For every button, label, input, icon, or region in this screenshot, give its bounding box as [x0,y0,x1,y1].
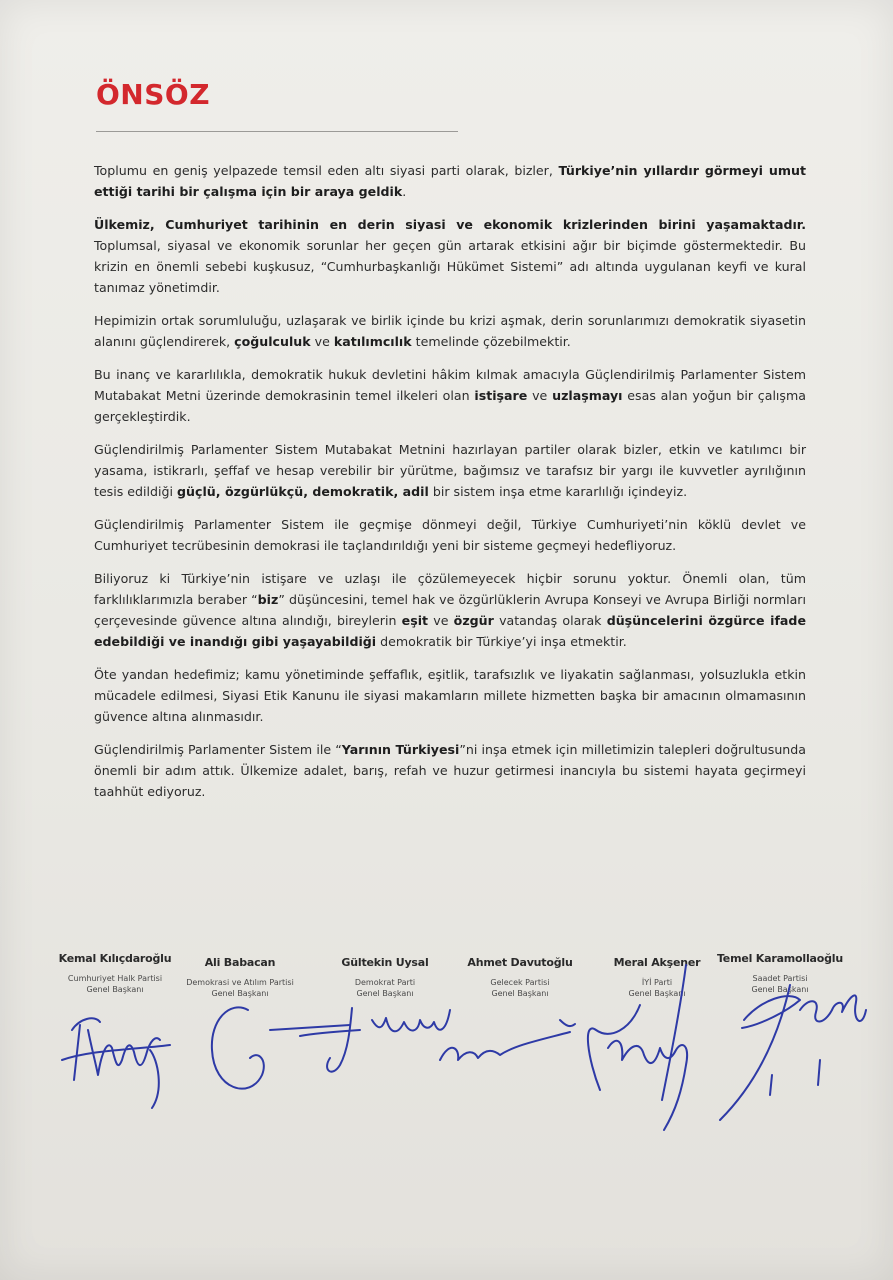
signature-uysal [300,1008,450,1072]
text-run: . [402,184,407,199]
text-run: ve [310,334,334,349]
signatory-role: Genel Başkanı [628,989,686,998]
signatory-name: Ali Babacan [204,956,276,969]
text-run: Toplumsal, siyasal ve ekonomik sorunlar her geçen gün artarak etkisini ağır bir biçimde göstermektedir. Bu krizin en önemli sebebi kuşkusuz, “Cumhurbaşkanlığı Hükümet Sistemi” adı altında uygulanan keyfi ve kural tanımaz yönetimdir. [94,238,806,295]
signatory-party: Cumhuriyet Halk Partisi [67,974,163,983]
signatory-role: Genel Başkanı [751,985,809,994]
signature-davutoglu [440,1020,575,1060]
signatory-role: Genel Başkanı [491,989,549,998]
signatory-party: Demokrasi ve Atılım Partisi [186,978,294,987]
bold-text-run: biz [257,592,279,607]
bold-text-run: çoğulculuk [234,334,311,349]
text-run: demokratik bir Türkiye’yi inşa etmektir. [376,634,627,649]
text-run: bir sistem inşa etme kararlılığı içindeyiz. [428,484,688,499]
bold-text-run: Ülkemiz, Cumhuriyet tarihinin en derin siyasi ve ekonomik krizlerinden birini yaşamaktadır. [94,217,806,232]
signatory-role: Genel Başkanı [356,989,414,998]
bold-text-run: katılımcılık [333,334,412,349]
page-title: ÖNSÖZ [96,78,211,111]
signature-aksener [588,965,687,1130]
signatory-party: Demokrat Parti [354,978,416,987]
text-run: Biliyoruz ki Türkiye’nin istişare ve uzlaşı ile çözülemeyecek hiçbir sorunu yoktur. Önemli olan, tüm farklılıklarımızla beraber “ [94,571,806,607]
text-run: esas alan yoğun bir çalışma gerçekleştirdik. [94,388,806,424]
text-run: ve [527,388,553,403]
signatory-role: Genel Başkanı [211,989,269,998]
bold-text-run: Türkiye’nin yıllardır görmeyi umut ettiği tarihi bir çalışma için bir araya geldik [94,163,806,199]
bold-text-run: güçlü, özgürlükçü, demokratik, adil [177,484,429,499]
text-run: temelinde çözebilmektir. [411,334,571,349]
bold-text-run: düşüncelerini özgürce ifade edebildiği ve inandığı gibi yaşayabildiği [94,613,806,649]
text-run: Toplumu en geniş yelpazede temsil eden altı siyasi parti olarak, bizler, [94,163,559,178]
text-run: Bu inanç ve kararlılıkla, demokratik hukuk devletini hâkim kılmak amacıyla Güçlendirilmiş Parlamenter Sistem Mutabakat Metni üzerinde demokrasinin temel ilkeleri olan [94,367,806,403]
signatory-role: Genel Başkanı [86,985,144,994]
signature-karamollaoglu [720,985,866,1120]
signatory-name: Temel Karamollaoğlu [716,952,844,965]
signatory-name: Gültekin Uysal [341,956,429,969]
signatory-name: Ahmet Davutoğlu [467,956,573,969]
bold-text-run: uzlaşmayı [552,388,623,403]
text-run: Hepimizin ortak sorumluluğu, uzlaşarak ve birlik içinde bu krizi aşmak, derin sorunlarımızı demokratik siyasetin alanını güçlendirerek, [94,313,806,349]
text-run: ” düşüncesini, temel hak ve özgürlüklerin Avrupa Konseyi ve Avrupa Birliği normları çerçevesinde güvence altına alındığı, bireylerin [94,592,806,628]
text-run: Güçlendirilmiş Parlamenter Sistem ile “ [94,742,342,757]
text-run: ve [428,613,454,628]
signatory-party: Gelecek Partisi [490,978,550,987]
bold-text-run: eşit [401,613,429,628]
signatory-name: Kemal Kılıçdaroğlu [58,952,172,965]
signature-babacan [212,1007,350,1088]
signatory-party: İYİ Parti [641,978,673,987]
text-run: ”ni inşa etmek için milletimizin talepleri doğrultusunda önemli bir adım attık. Ülkemize adalet, barış, refah ve huzur getirmesi inancıyla bu sistemi hayata geçirmeyi taahhüt ediyoruz. [94,742,806,799]
text-run: Güçlendirilmiş Parlamenter Sistem ile geçmişe dönmeyi değil, Türkiye Cumhuriyeti’nin köklü devlet ve Cumhuriyet tecrübesinin demokrasi ile taçlandırıldığı yeni bir sisteme geçmeyi hedefliyoruz. [94,517,806,553]
text-run: Güçlendirilmiş Parlamenter Sistem Mutabakat Metnini hazırlayan partiler olarak bizler, etkin ve katılımcı bir yasama, istikrarlı, şeffaf ve hesap verebilir bir yürütme, bağımsız ve tarafsız bir yargı ile kuvvetler ayrılığının tesis edildiği [94,442,806,499]
bold-text-run: özgür [453,613,494,628]
signatory-name: Meral Akşener [613,956,701,969]
signatory-party: Saadet Partisi [752,974,808,983]
text-run: Öte yandan hedefimiz; kamu yönetiminde şeffaflık, eşitlik, tarafsızlık ve liyakatin sağlanması, yolsuzlukla etkin mücadele edilmesi, Siyasi Etik Kanunu ile siyasi makamların millete hizmetten başka bir amacının olmamasının güvence altına alınmasıdır. [94,667,806,724]
bold-text-run: istişare [474,388,528,403]
text-run: vatandaş olarak [493,613,607,628]
bold-text-run: Yarının Türkiyesi [341,742,460,757]
signature-kilicdaroglu [62,1018,170,1108]
